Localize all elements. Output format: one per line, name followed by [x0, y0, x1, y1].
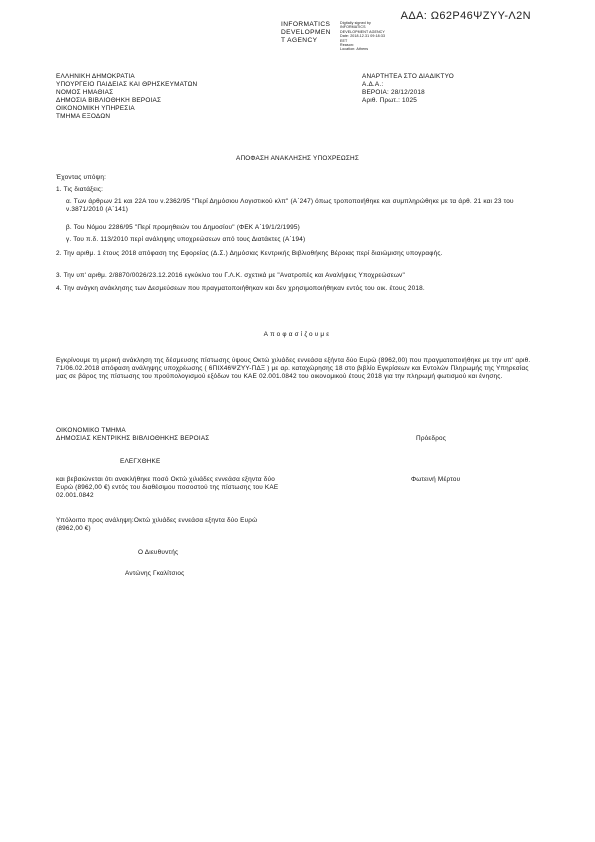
preamble-item-4: 4. Την ανάγκη ανάκλησης των Δεσμεύσεων που πραγματοποιήθηκαν και δεν χρησιμοποιήθηκαν εντός του οικ. έτους 2018. — [56, 285, 425, 292]
preamble-item-1b: β. Του Νόμου 2286/95 "Περί προμηθειών του Δημοσίου" (ΦΕΚ Α΄19/1/2/1995) — [66, 224, 300, 231]
preamble-item-1a: α. Των άρθρων 21 και 22Α του ν.2362/95 "Περί Δημόσιου Λογιστικού κλπ" (Α΄247) όπως τροποποιήθηκε και συμπληρώθηκε με τα άρθ. 21 και 23 του ν.3871/2010 (Α΄141) — [66, 198, 514, 213]
stamp-detail: Reason: — [340, 43, 355, 48]
header-line: ΥΠΟΥΡΓΕΙΟ ΠΑΙΔΕΙΑΣ ΚΑΙ ΘΡΗΣΚΕΥΜΑΤΩΝ — [56, 81, 198, 88]
director-name: Αντώνης Γκαλίτσιος — [125, 570, 185, 577]
header-line: ΝΟΜΟΣ ΗΜΑΘΙΑΣ — [56, 89, 114, 96]
stamp-line: DEVELOPMEN — [281, 29, 331, 36]
stamp-detail: EET — [340, 38, 348, 43]
header-line: ΕΛΛΗΝΙΚΗ ΔΗΜΟΚΡΑΤΙΑ — [56, 73, 135, 80]
department-line: ΔΗΜΟΣΙΑΣ ΚΕΝΤΡΙΚΗΣ ΒΙΒΛΙΟΘΗΚΗΣ ΒΕΡΟΙΑΣ — [56, 435, 210, 442]
stamp-detail: INFORMATICS — [340, 25, 366, 30]
issuer-header — [56, 73, 197, 121]
stamp-detail: Date: 2018.12.31 09:18:33 — [340, 34, 386, 39]
preamble-item-1c: γ. Του π.δ. 113/2010 περί ανάληψης υποχρεώσεων από τους Διατάκτες (Α΄194) — [66, 236, 306, 243]
meta-line: ΒΕΡΟΙΑ: 28/12/2018 — [362, 89, 425, 96]
header-line: ΔΗΜΟΣΙΑ ΒΙΒΛΙΟΘΗΚΗ ΒΕΡΟΙΑΣ — [56, 97, 162, 104]
document-meta — [362, 73, 454, 105]
stamp-line: T AGENCY — [281, 37, 318, 44]
meta-line: ΑΝΑΡΤΗΤΕΑ ΣΤΟ ΔΙΑΔΙΚΤΥΟ — [362, 73, 454, 80]
verification-text: και βεβαιώνεται ότι ανακλήθηκε ποσό Οκτώ χιλιάδες εννεάσα εξηντα δύο Ευρώ (8962,00 €) εντός του διαθέσιμου ποσοστού της πίστωσης του ΚΑΕ 02.001.0842 — [56, 476, 279, 499]
finance-department-block — [56, 427, 209, 443]
header-line: ΟΙΚΟΝΟΜΙΚΗ ΥΠΗΡΕΣΙΑ — [56, 105, 135, 112]
president-name: Φωτεινή Μέρτου — [411, 476, 461, 483]
preamble-item-1: 1. Τις διατάξεις: — [56, 186, 104, 193]
department-line: ΟΙΚΟΝΟΜΙΚΟ ΤΜΗΜΑ — [56, 427, 126, 434]
meta-line: Α.Δ.Α.: — [362, 81, 384, 88]
stamp-detail: Digitally signed by — [340, 21, 371, 25]
director-title: Ο Διευθυντής — [138, 549, 179, 556]
digital-signature-details — [340, 21, 385, 52]
signature-stamp-title — [281, 21, 331, 45]
stamp-detail: DEVELOPMENT AGENCY — [340, 29, 385, 34]
ada-code: ΑΔΑ: Ω62Ρ46ΨΖΥΥ-Λ2Ν — [400, 10, 531, 22]
decision-title: ΑΠΟΦΑΣΗ ΑΝΑΚΛΗΣΗΣ ΥΠΟΧΡΕΩΣΗΣ — [235, 155, 359, 162]
checked-label: ΕΛΕΓΧΘΗΚΕ — [120, 458, 161, 465]
decision-heading: Αποφασίζουμε — [263, 331, 332, 338]
header-line: ΤΜΗΜΑ ΕΞΟΔΩΝ — [56, 113, 111, 120]
preamble-item-2: 2. Την αριθμ. 1 έτους 2018 απόφαση της Εφορείας (Δ.Σ.) Δημόσιας Κεντρικής Βιβλιοθήκης Βέροιας περί διαιώμισης υπογραφής. — [56, 250, 443, 257]
preamble-item-3: 3. Την υπ' αριθμ. 2/8870/0026/23.12.2016 εγκύκλιο του Γ.Λ.Κ. σχετικά με "Ανατροπές και Αναλήψεις Υποχρεώσεων" — [56, 272, 405, 279]
stamp-detail: Location: Athens — [340, 47, 369, 52]
president-title: Πρόεδρος — [416, 435, 447, 442]
remaining-balance: Υπόλοιπο προς ανάληψη:Οκτώ χιλιάδες εννεάσα εξηντα δύο Ευρώ (8962,00 €) — [56, 517, 258, 532]
decision-body: Εγκρίνουμε τη μερική ανάκληση της δέσμευσης πίστωσης ύψους Οκτώ χιλιάδες εννεάσα εξήντα δύο Ευρώ (8962,00) που πραγματοποιήθηκε με την υπ' αριθ. 71/06.02.2018 απόφαση ανάληψης υποχρέωσης ( 6ΠΙΧ46ΨΖΥΥ-ΠΔΞ ) με αρ. καταχώρησης 18 στο βιβλίο Εγκρίσεων και Εντολών Πληρωμής της Υπηρεσίας μας σε βάρος της πίστωσης του προϋπολογισμού εξόδων του ΚΑΕ 02.001.0842 του οικονομικού έτους 2018 για την πληρωμή φωτισμού και ένησης. — [56, 357, 531, 380]
meta-line: Αριθ. Πρωτ.: 1025 — [362, 97, 418, 104]
stamp-line: INFORMATICS — [281, 21, 331, 28]
preamble-heading: Έχοντας υπόψη: — [56, 174, 107, 181]
